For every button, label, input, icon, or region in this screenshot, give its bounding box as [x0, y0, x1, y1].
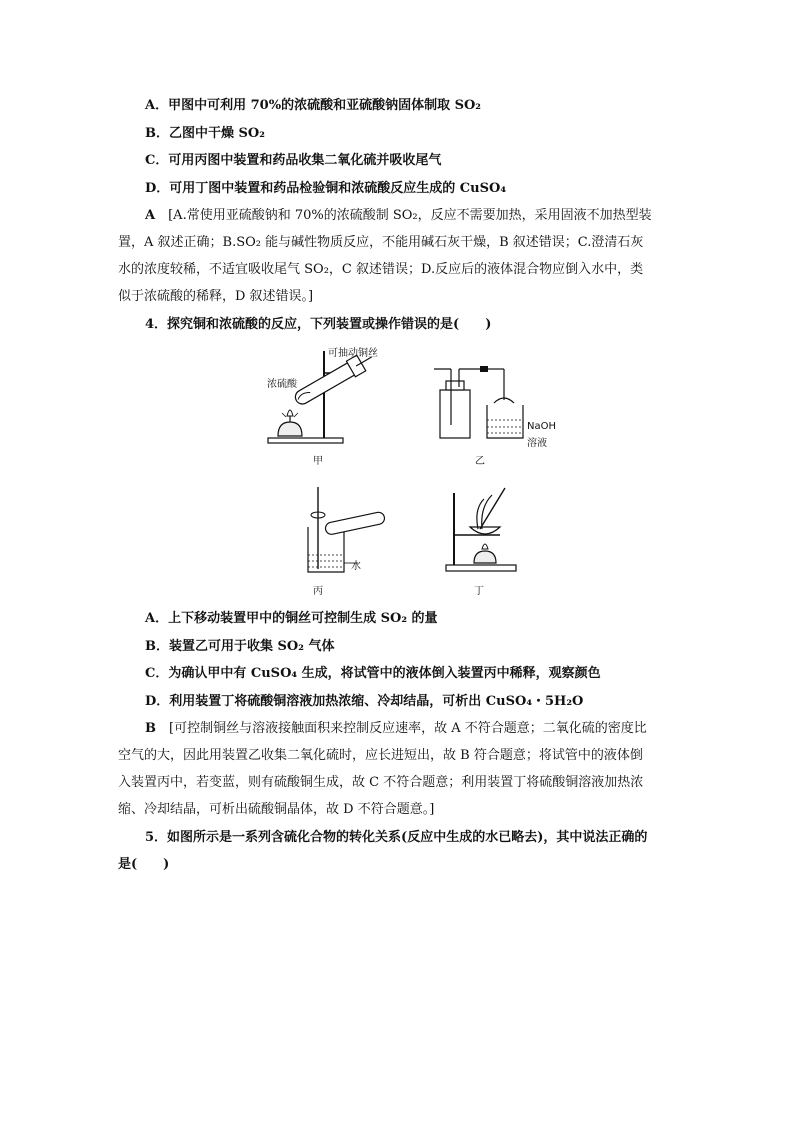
q4-answer-line-2: 空气的大，因此用装置乙收集二氧化硫时，应长进短出，故 B 符合题意；将试管中的液体倒 — [118, 748, 643, 763]
label-naoh: NaOH — [527, 421, 556, 432]
prev-answer-line-1: A [A.常使用亚硫酸钠和 70%的浓硫酸制 SO₂，反应不需要加热，采用固液不加热型装 — [145, 208, 652, 223]
q4-option-a: A．上下移动装置甲中的铜丝可控制生成 SO₂ 的量 — [145, 611, 438, 626]
prev-option-d: D．可用丁图中装置和药品检验铜和浓硫酸反应生成的 CuSO₄ — [145, 181, 507, 196]
label-ding: 丁 — [474, 586, 484, 597]
label-conc-acid: 浓硫酸 — [267, 379, 297, 390]
q4-answer-line-1: B [可控制铜丝与溶液接触面积来控制反应速率，故 A 不符合题意；二氧化硫的密度比 — [145, 721, 647, 736]
label-bing: 丙 — [313, 586, 323, 597]
apparatus-ding-figure — [440, 483, 525, 578]
label-water: 水 — [351, 561, 361, 572]
apparatus-bing-figure — [298, 485, 393, 580]
label-jia: 甲 — [313, 456, 323, 467]
label-yi: 乙 — [475, 456, 485, 467]
prev-answer-line-2: 置，A 叙述正确；B.SO₂ 能与碱性物质反应，不能用碱石灰干燥，B 叙述错误；C.澄清石灰 — [118, 235, 644, 250]
label-solution: 溶液 — [527, 438, 547, 449]
q4-option-d: D．利用装置丁将硫酸铜溶液加热浓缩、冷却结晶，可析出 CuSO₄・5H₂O — [145, 694, 584, 709]
q4-option-c: C．为确认甲中有 CuSO₄ 生成，将试管中的液体倒入装置丙中稀释，观察颜色 — [145, 666, 601, 681]
q5-stem-line-2: 是( ) — [118, 857, 170, 872]
q5-stem-line-1: 5．如图所示是一系列含硫化合物的转化关系(反应中生成的水已略去)，其中说法正确的 — [145, 830, 648, 845]
prev-option-b: B．乙图中干燥 SO₂ — [145, 126, 265, 141]
q4-option-b: B．装置乙可用于收集 SO₂ 气体 — [145, 639, 335, 654]
prev-answer-line-4: 似于浓硫酸的稀释，D 叙述错误。] — [118, 289, 314, 304]
prev-option-c: C．可用丙图中装置和药品收集二氧化硫并吸收尾气 — [145, 153, 442, 168]
label-copper-wire: 可抽动铜丝 — [328, 348, 378, 359]
prev-answer-line-3: 水的浓度较稀，不适宜吸收尾气 SO₂，C 叙述错误；D.反应后的液体混合物应倒入水中，类 — [118, 262, 644, 277]
apparatus-yi-figure — [432, 365, 527, 445]
q4-answer-line-3: 入装置丙中，若变蓝，则有硫酸铜生成，故 C 不符合题意；利用装置丁将硫酸铜溶液加热浓 — [118, 775, 644, 790]
prev-option-a: A．甲图中可利用 70%的浓硫酸和亚硫酸钠固体制取 SO₂ — [145, 98, 481, 113]
q4-stem: 4．探究铜和浓硫酸的反应，下列装置或操作错误的是( ) — [145, 317, 492, 332]
q4-answer-line-4: 缩、冷却结晶，可析出硫酸铜晶体，故 D 不符合题意。] — [118, 802, 435, 817]
